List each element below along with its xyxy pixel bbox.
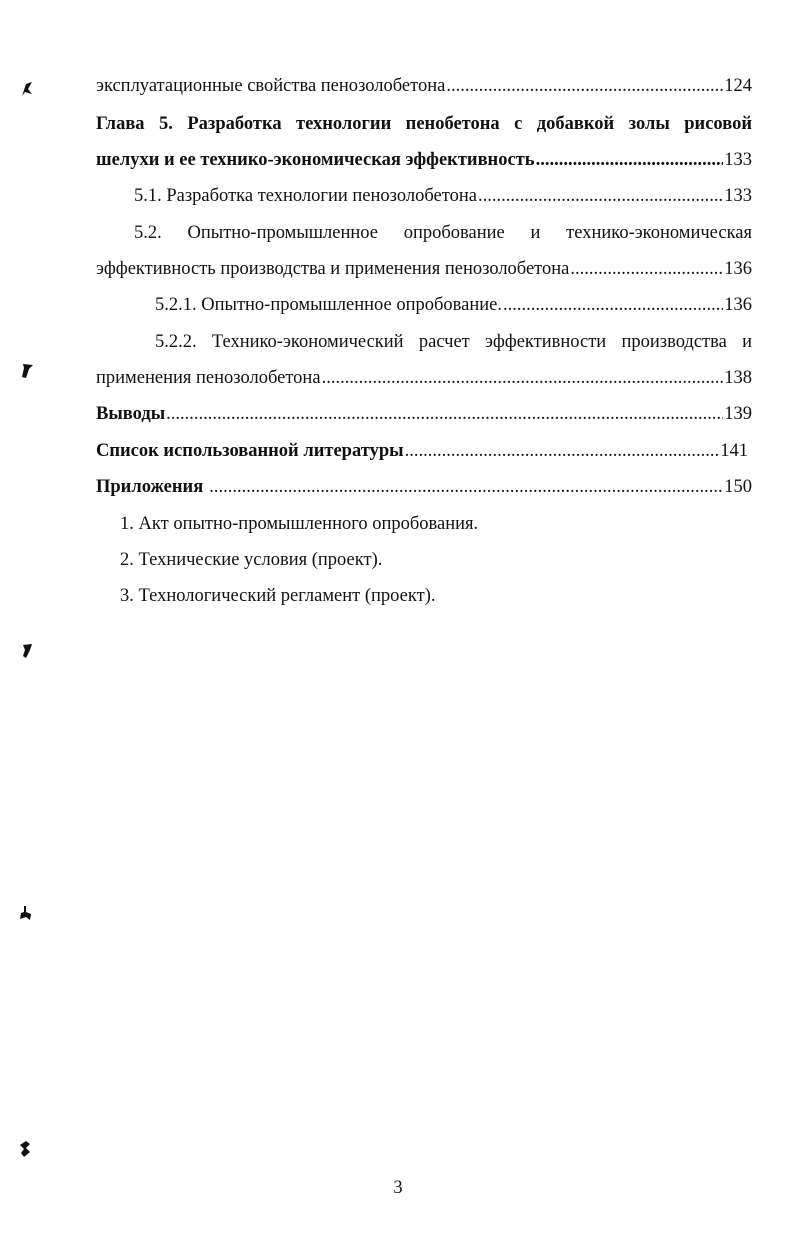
appendix-item: 2. Технические условия (проект).	[120, 550, 383, 570]
toc-entry-page: 133	[724, 186, 752, 206]
toc-entry	[96, 74, 752, 98]
leader-dots	[503, 293, 723, 317]
scan-mark-icon	[20, 642, 34, 660]
toc-entry	[96, 366, 752, 390]
leader-dots	[166, 402, 723, 426]
toc-entry-page: 150	[724, 477, 752, 497]
toc-entry-title: 5.2.1. Опытно-промышленное опробование.	[155, 295, 502, 315]
toc-entry	[96, 439, 748, 463]
toc-entry	[96, 475, 752, 499]
scan-mark-icon	[20, 80, 34, 98]
toc-entry-page: 138	[724, 368, 752, 388]
page-number: 3	[393, 1178, 403, 1198]
toc-entry-title: эксплуатационные свойства пенозолобетона	[96, 76, 446, 96]
leader-dots	[536, 148, 724, 172]
leader-dots	[209, 475, 723, 499]
toc-entry-page: 136	[724, 295, 752, 315]
toc-entry-title: эффективность производства и применения пенозолобетона	[96, 259, 570, 279]
scan-mark-icon	[20, 362, 34, 380]
appendix-item: 3. Технологический регламент (проект).	[120, 586, 436, 606]
toc-entry-page: 141	[720, 441, 748, 461]
toc-entry-title: шелухи и ее технико-экономическая эффективность	[96, 150, 535, 170]
toc-entry	[96, 402, 752, 426]
leader-dots	[446, 74, 723, 98]
scan-mark-icon	[18, 1140, 32, 1158]
toc-entry-title: Приложения	[96, 477, 204, 497]
toc-entry-title: 5.2. Опытно-промышленное опробование и технико-экономическая	[134, 223, 752, 243]
toc-entry-title: 5.1. Разработка технологии пенозолобетона	[134, 186, 477, 206]
leader-dots	[570, 257, 723, 281]
toc-entry	[96, 257, 752, 281]
toc-entry	[155, 293, 752, 317]
toc-entry-title: применения пенозолобетона	[96, 368, 321, 388]
toc-entry-page: 136	[724, 259, 752, 279]
toc-entry-page: 139	[724, 404, 752, 424]
toc-entry-title: Список использованной литературы	[96, 441, 404, 461]
toc-entry	[134, 184, 752, 208]
toc-entry-title: 5.2.2. Технико-экономический расчет эффективности производства и	[155, 332, 752, 352]
toc-entry	[96, 148, 752, 172]
toc-entry-page: 133	[724, 150, 752, 170]
toc-entry-page: 124	[724, 76, 752, 96]
leader-dots	[478, 184, 723, 208]
appendix-item: 1. Акт опытно-промышленного опробования.	[120, 514, 479, 534]
leader-dots	[322, 366, 724, 390]
scan-mark-icon	[18, 904, 32, 922]
toc-entry-title: Выводы	[96, 404, 166, 424]
chapter-heading: Глава 5. Разработка технологии пенобетона с добавкой золы рисовой	[96, 114, 752, 134]
leader-dots	[405, 439, 720, 463]
